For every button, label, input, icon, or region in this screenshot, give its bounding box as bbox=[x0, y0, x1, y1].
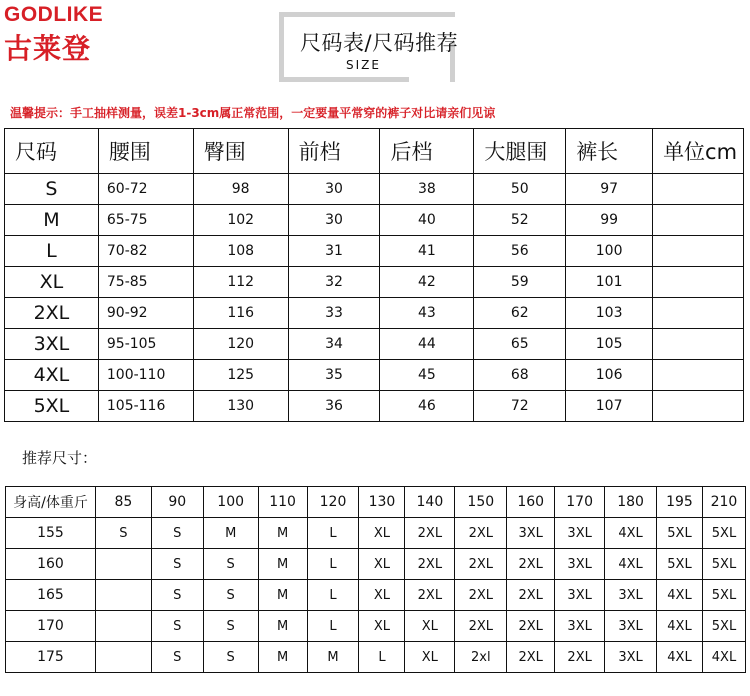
recommend-size-cell: 4XL bbox=[702, 642, 745, 673]
size-table-cell: 42 bbox=[380, 267, 474, 298]
recommend-size-cell: M bbox=[258, 580, 307, 611]
recommend-size-cell: S bbox=[151, 642, 203, 673]
size-table-cell: 50 bbox=[474, 174, 566, 205]
recommend-size-cell: XL bbox=[359, 549, 405, 580]
size-table-cell: 40 bbox=[380, 205, 474, 236]
recommend-weight-cell: 170 bbox=[555, 487, 605, 518]
recommend-row bbox=[6, 580, 746, 611]
size-table-cell: 99 bbox=[566, 205, 653, 236]
measurement-notice: 温馨提示：手工抽样测量，误差1-3cm属正常范围，一定要量平常穿的裤子对比请亲们见谅 bbox=[10, 106, 496, 120]
size-table-cell: 2XL bbox=[5, 298, 99, 329]
size-table-cell: 31 bbox=[288, 236, 380, 267]
size-table-cell: 30 bbox=[288, 205, 380, 236]
size-table-cell: XL bbox=[5, 267, 99, 298]
size-table-cell: 41 bbox=[380, 236, 474, 267]
size-table-cell: 45 bbox=[380, 360, 474, 391]
recommend-size-cell: 5XL bbox=[657, 549, 703, 580]
size-table-cell: L bbox=[5, 236, 99, 267]
recommend-size-cell: M bbox=[258, 611, 307, 642]
recommend-size-cell: XL bbox=[359, 518, 405, 549]
recommend-size-cell: 3XL bbox=[555, 580, 605, 611]
size-table-cell: 5XL bbox=[5, 391, 99, 422]
size-table-cell: 65-75 bbox=[98, 205, 193, 236]
size-table-header-cell: 裤长 bbox=[566, 129, 653, 174]
recommend-weight-cell: 140 bbox=[405, 487, 455, 518]
recommend-size-cell: 5XL bbox=[702, 611, 745, 642]
recommend-size-cell: 4XL bbox=[657, 580, 703, 611]
size-table-row bbox=[5, 236, 744, 267]
recommend-size-cell: M bbox=[203, 518, 258, 549]
size-table-header-cell: 前档 bbox=[288, 129, 380, 174]
recommend-weight-cell: 110 bbox=[258, 487, 307, 518]
size-table-cell: 36 bbox=[288, 391, 380, 422]
size-table-header-cell: 单位cm bbox=[653, 129, 744, 174]
size-table-cell: 4XL bbox=[5, 360, 99, 391]
recommend-size-cell: L bbox=[307, 549, 359, 580]
recommend-size-cell: 2XL bbox=[507, 642, 555, 673]
size-table-cell: 65 bbox=[474, 329, 566, 360]
size-table-row bbox=[5, 298, 744, 329]
recommend-size-cell: 4XL bbox=[657, 611, 703, 642]
size-table-cell: 56 bbox=[474, 236, 566, 267]
size-table-cell: 97 bbox=[566, 174, 653, 205]
size-table-cell: 103 bbox=[566, 298, 653, 329]
size-table-header-row bbox=[5, 129, 744, 174]
size-table-row bbox=[5, 205, 744, 236]
size-table-cell: 43 bbox=[380, 298, 474, 329]
size-table-cell: 101 bbox=[566, 267, 653, 298]
recommend-size-cell bbox=[95, 580, 151, 611]
recommend-weight-cell: 195 bbox=[657, 487, 703, 518]
recommend-row bbox=[6, 611, 746, 642]
recommend-size-cell: 5XL bbox=[702, 518, 745, 549]
recommend-size-cell: 2XL bbox=[455, 580, 507, 611]
size-table-cell: 52 bbox=[474, 205, 566, 236]
recommend-size-cell: 2xl bbox=[455, 642, 507, 673]
size-table-cell: 116 bbox=[193, 298, 288, 329]
recommend-weight-cell: 100 bbox=[203, 487, 258, 518]
recommend-size-cell: M bbox=[258, 642, 307, 673]
size-table-cell: 70-82 bbox=[98, 236, 193, 267]
size-table-cell: 44 bbox=[380, 329, 474, 360]
size-table-cell: 46 bbox=[380, 391, 474, 422]
recommend-size-cell: M bbox=[307, 642, 359, 673]
size-table-cell: 130 bbox=[193, 391, 288, 422]
size-table-cell: 108 bbox=[193, 236, 288, 267]
size-table-cell: M bbox=[5, 205, 99, 236]
size-table-cell: 75-85 bbox=[98, 267, 193, 298]
recommend-size-cell: 3XL bbox=[605, 580, 657, 611]
recommend-size-cell: S bbox=[203, 611, 258, 642]
size-table-cell: 72 bbox=[474, 391, 566, 422]
recommend-height-cell: 165 bbox=[6, 580, 96, 611]
size-table-cell bbox=[653, 236, 744, 267]
size-table-cell: 98 bbox=[193, 174, 288, 205]
size-table-cell: 105-116 bbox=[98, 391, 193, 422]
recommend-size-cell: 2XL bbox=[455, 518, 507, 549]
size-table-cell: 100-110 bbox=[98, 360, 193, 391]
size-table-cell: 112 bbox=[193, 267, 288, 298]
recommend-size-cell: S bbox=[203, 580, 258, 611]
size-table-cell bbox=[653, 298, 744, 329]
recommend-row bbox=[6, 642, 746, 673]
recommend-weight-cell: 120 bbox=[307, 487, 359, 518]
size-table-row bbox=[5, 174, 744, 205]
recommend-height-cell: 155 bbox=[6, 518, 96, 549]
size-table-cell: 62 bbox=[474, 298, 566, 329]
size-table-cell: 102 bbox=[193, 205, 288, 236]
size-table-cell: S bbox=[5, 174, 99, 205]
size-table-row bbox=[5, 391, 744, 422]
recommend-corner-cell: 身高/体重斤 bbox=[6, 487, 96, 518]
recommend-size-cell bbox=[95, 549, 151, 580]
size-chart-table bbox=[4, 128, 744, 422]
size-table-cell bbox=[653, 360, 744, 391]
recommend-size-cell: 3XL bbox=[555, 611, 605, 642]
size-table-cell: 120 bbox=[193, 329, 288, 360]
size-table-cell: 105 bbox=[566, 329, 653, 360]
recommend-size-cell: XL bbox=[405, 611, 455, 642]
recommend-size-cell: 3XL bbox=[507, 518, 555, 549]
size-table-header-cell: 后档 bbox=[380, 129, 474, 174]
recommend-weight-cell: 160 bbox=[507, 487, 555, 518]
recommend-size-cell bbox=[95, 611, 151, 642]
size-table-cell bbox=[653, 329, 744, 360]
size-table-header-cell: 臀围 bbox=[193, 129, 288, 174]
recommend-size-cell: S bbox=[203, 549, 258, 580]
size-table-cell: 90-92 bbox=[98, 298, 193, 329]
recommend-size-cell: L bbox=[307, 611, 359, 642]
recommend-size-cell: 2XL bbox=[507, 611, 555, 642]
size-table-cell bbox=[653, 267, 744, 298]
recommend-size-cell: 3XL bbox=[605, 642, 657, 673]
size-table-cell: 32 bbox=[288, 267, 380, 298]
recommend-weight-cell: 180 bbox=[605, 487, 657, 518]
recommend-size-cell: 2XL bbox=[405, 518, 455, 549]
recommend-size-cell: S bbox=[151, 580, 203, 611]
size-table-cell: 107 bbox=[566, 391, 653, 422]
recommend-header-row bbox=[6, 487, 746, 518]
recommend-size-cell: 5XL bbox=[702, 580, 745, 611]
size-table-cell: 34 bbox=[288, 329, 380, 360]
recommend-size-cell: S bbox=[95, 518, 151, 549]
recommend-weight-cell: 210 bbox=[702, 487, 745, 518]
recommend-weight-cell: 90 bbox=[151, 487, 203, 518]
recommend-size-cell: L bbox=[359, 642, 405, 673]
size-table-cell: 59 bbox=[474, 267, 566, 298]
page-title: 尺码表/尺码推荐 bbox=[300, 31, 459, 55]
recommend-row bbox=[6, 518, 746, 549]
recommend-size-cell: XL bbox=[359, 611, 405, 642]
size-table-cell: 35 bbox=[288, 360, 380, 391]
size-table-cell bbox=[653, 205, 744, 236]
size-table-header-cell: 尺码 bbox=[5, 129, 99, 174]
recommend-size-cell: 3XL bbox=[555, 518, 605, 549]
size-table-cell: 60-72 bbox=[98, 174, 193, 205]
recommend-size-cell: M bbox=[258, 518, 307, 549]
recommend-size-cell: 2XL bbox=[455, 611, 507, 642]
recommend-size-cell: S bbox=[151, 518, 203, 549]
recommend-size-cell: M bbox=[258, 549, 307, 580]
size-recommendation-table bbox=[5, 486, 746, 673]
recommend-size-cell: 4XL bbox=[605, 518, 657, 549]
recommend-weight-cell: 130 bbox=[359, 487, 405, 518]
recommend-size-cell: XL bbox=[359, 580, 405, 611]
size-table-cell: 68 bbox=[474, 360, 566, 391]
size-table-header-cell: 腰围 bbox=[98, 129, 193, 174]
brand-logo-cn: 古莱登 bbox=[4, 32, 92, 65]
recommend-size-cell: 2XL bbox=[555, 642, 605, 673]
recommend-weight-cell: 150 bbox=[455, 487, 507, 518]
recommend-size-cell: L bbox=[307, 580, 359, 611]
size-table-cell bbox=[653, 174, 744, 205]
recommend-weight-cell: 85 bbox=[95, 487, 151, 518]
size-table-cell: 106 bbox=[566, 360, 653, 391]
recommend-size-cell: 3XL bbox=[555, 549, 605, 580]
size-table-row bbox=[5, 360, 744, 391]
recommend-size-cell: L bbox=[307, 518, 359, 549]
recommend-height-cell: 170 bbox=[6, 611, 96, 642]
recommend-size-cell: 2XL bbox=[455, 549, 507, 580]
recommend-size-cell: 3XL bbox=[605, 611, 657, 642]
recommend-height-cell: 160 bbox=[6, 549, 96, 580]
recommend-size-cell: S bbox=[151, 549, 203, 580]
recommend-size-cell: 2XL bbox=[507, 549, 555, 580]
size-table-header-cell: 大腿围 bbox=[474, 129, 566, 174]
recommend-size-cell: 4XL bbox=[605, 549, 657, 580]
recommend-size-cell: 2XL bbox=[405, 549, 455, 580]
recommend-size-cell bbox=[95, 642, 151, 673]
size-table-cell bbox=[653, 391, 744, 422]
recommend-size-cell: 2XL bbox=[507, 580, 555, 611]
size-table-cell: 33 bbox=[288, 298, 380, 329]
recommend-size-cell: S bbox=[151, 611, 203, 642]
recommend-size-cell: XL bbox=[405, 642, 455, 673]
page-subtitle: SIZE bbox=[346, 58, 381, 72]
size-table-row bbox=[5, 267, 744, 298]
recommend-height-cell: 175 bbox=[6, 642, 96, 673]
brand-logo-en: GODLIKE bbox=[4, 3, 104, 26]
recommend-size-cell: S bbox=[203, 642, 258, 673]
recommend-size-cell: 4XL bbox=[657, 642, 703, 673]
recommend-size-cell: 5XL bbox=[702, 549, 745, 580]
size-table-cell: 38 bbox=[380, 174, 474, 205]
recommend-size-cell: 5XL bbox=[657, 518, 703, 549]
size-table-cell: 95-105 bbox=[98, 329, 193, 360]
size-table-cell: 3XL bbox=[5, 329, 99, 360]
recommend-size-cell: 2XL bbox=[405, 580, 455, 611]
recommend-label: 推荐尺寸： bbox=[22, 449, 98, 467]
size-table-row bbox=[5, 329, 744, 360]
recommend-row bbox=[6, 549, 746, 580]
size-table-cell: 100 bbox=[566, 236, 653, 267]
size-table-cell: 125 bbox=[193, 360, 288, 391]
size-table-cell: 30 bbox=[288, 174, 380, 205]
